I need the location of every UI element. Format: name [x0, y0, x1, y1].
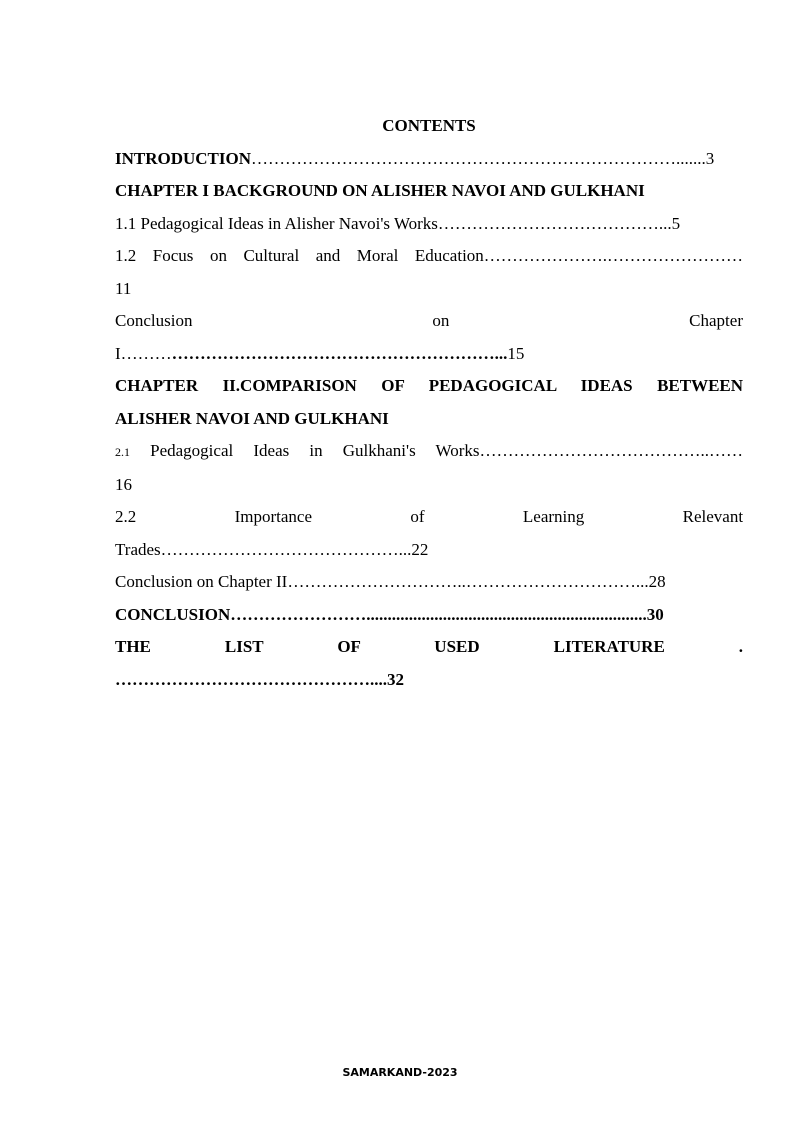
- chapter-2-heading-cont: ALISHER NAVOI AND GULKHANI: [115, 408, 389, 428]
- toc-entry-2-2: [115, 501, 743, 534]
- entry-word: THE: [115, 637, 151, 656]
- heading-word: BETWEEN: [657, 376, 744, 395]
- page-number: 32: [387, 669, 404, 689]
- page-number: 3: [705, 148, 715, 168]
- entry-word: in: [309, 441, 323, 460]
- heading-word: CHAPTER: [115, 376, 199, 395]
- entry-word: Gulkhani's: [342, 441, 416, 460]
- chapter-2-heading: [115, 370, 743, 403]
- leader-dots: …………………………………………………...: [171, 343, 508, 363]
- entry-word: 2.2: [115, 507, 137, 526]
- entry-word: on: [432, 311, 450, 330]
- toc-entry-2-1: [115, 435, 743, 469]
- entry-word: Relevant: [682, 507, 744, 526]
- entry-word: Ideas: [253, 441, 290, 460]
- toc-entry-conclusion: [115, 599, 743, 632]
- page-number: 30: [646, 604, 664, 624]
- page-number: 28: [648, 572, 666, 591]
- entry-word: Education………………….……………………: [414, 246, 744, 265]
- entry-word: LITERATURE: [553, 637, 665, 656]
- toc-entry-introduction: [115, 143, 743, 176]
- entry-label: I………: [115, 343, 172, 363]
- entry-word: Moral: [356, 246, 399, 265]
- toc-entry-1-2: [115, 240, 743, 273]
- entry-word: and: [315, 246, 341, 265]
- entry-word: Pedagogical: [150, 441, 234, 460]
- entry-word: Learning: [522, 507, 585, 526]
- leader-dots: ………………………………………....: [115, 669, 387, 689]
- entry-word: of: [410, 507, 425, 526]
- entry-word: LIST: [224, 637, 264, 656]
- heading-word: II.COMPARISON: [222, 376, 357, 395]
- page-number: 15: [507, 343, 525, 363]
- entry-word: Conclusion: [115, 311, 193, 330]
- entry-word: Cultural: [243, 246, 300, 265]
- toc-entry-conclusion-ch1-cont: [115, 338, 743, 371]
- page-number: 11: [115, 278, 132, 298]
- table-of-contents: [115, 110, 743, 696]
- entry-word: Importance: [234, 507, 313, 526]
- entry-label: INTRODUCTION: [115, 148, 252, 168]
- toc-entry-1-1: [115, 208, 743, 241]
- heading-word: IDEAS: [580, 376, 633, 395]
- entry-number: 2.1: [115, 445, 130, 459]
- page-number: 16: [115, 474, 132, 494]
- leader-dots: …………………………………...: [437, 213, 672, 233]
- footer-place-year: SAMARKAND-2023: [342, 1066, 458, 1079]
- entry-label: Conclusion on Chapter II: [115, 572, 288, 591]
- leader-dots: …………………………..…………………………...: [287, 572, 649, 591]
- toc-entry-conclusion-ch1: [115, 305, 743, 338]
- entry-word: OF: [337, 637, 361, 656]
- toc-title: CONTENTS: [382, 116, 476, 135]
- entry-word: USED: [434, 637, 480, 656]
- entry-word: Works…………………………………..……: [435, 441, 744, 460]
- entry-label: CONCLUSION: [115, 604, 231, 624]
- entry-label: Trades……………………………………...: [115, 539, 412, 559]
- chapter-1-heading: CHAPTER I BACKGROUND ON ALISHER NAVOI AND GULKHANI: [115, 181, 645, 200]
- entry-label: 1.1 Pedagogical Ideas in Alisher Navoi's Works: [115, 213, 438, 233]
- toc-entry-literature: [115, 631, 743, 664]
- toc-entry-conclusion-ch2: [115, 566, 743, 599]
- entry-word: Focus: [152, 246, 194, 265]
- page-number: 22: [411, 539, 429, 559]
- leader-dots: ………………………………………………………………….......: [251, 148, 706, 168]
- entry-word: 1.2: [115, 246, 137, 265]
- heading-word: OF: [381, 376, 405, 395]
- entry-word: on: [209, 246, 227, 265]
- heading-word: PEDAGOGICAL: [428, 376, 557, 395]
- leader-dots: ……………………..................................................................: [230, 604, 647, 624]
- toc-entry-2-2-cont: [115, 534, 743, 567]
- page-number: 5: [671, 213, 681, 233]
- entry-word: Chapter: [689, 311, 743, 330]
- toc-entry-literature-cont: [115, 664, 743, 697]
- entry-word: .: [738, 637, 744, 656]
